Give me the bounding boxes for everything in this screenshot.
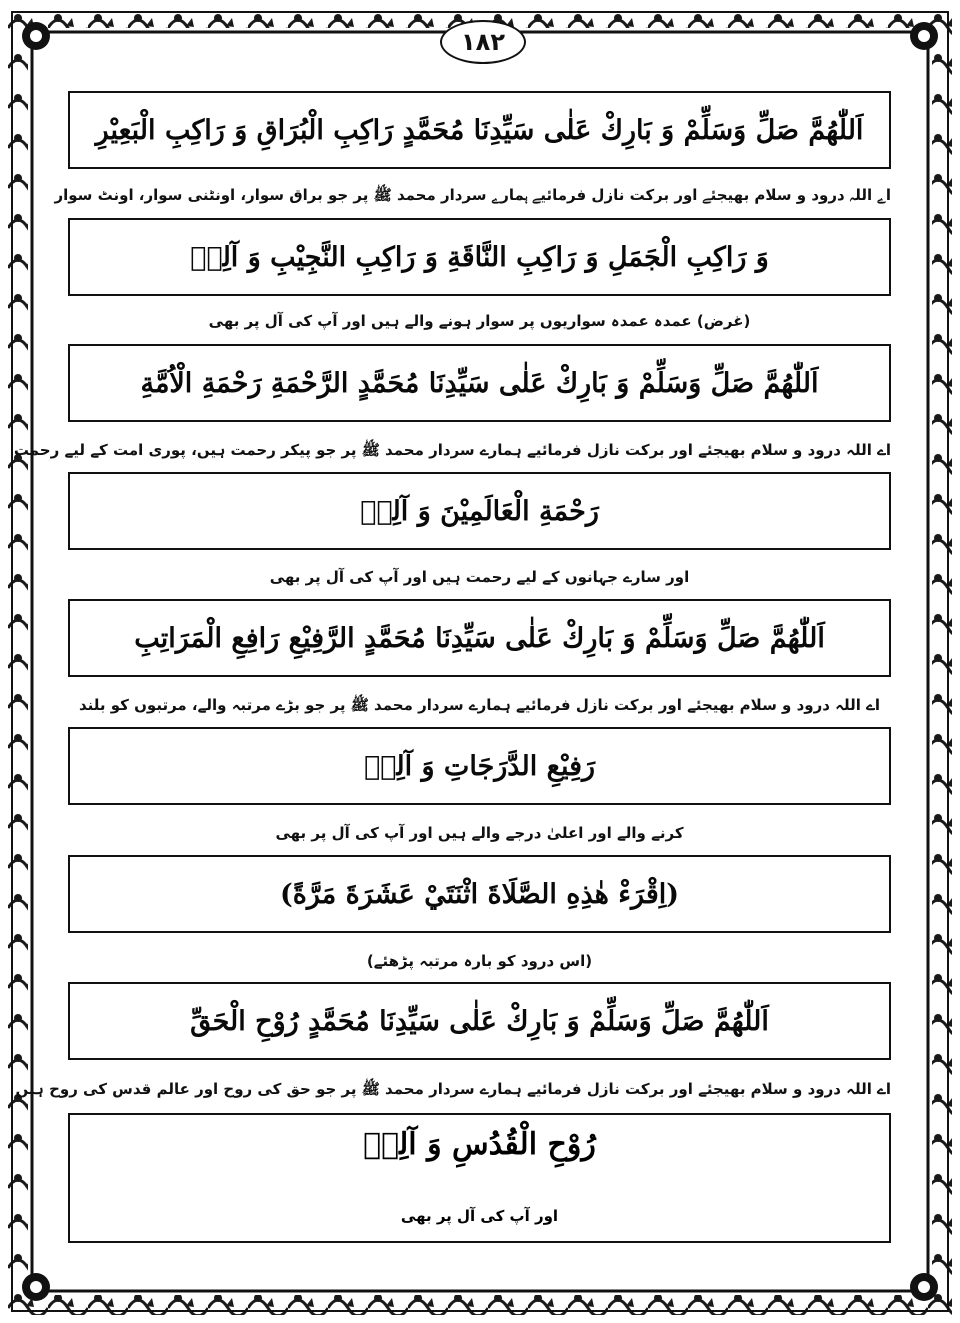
urdu-translation-8: اے اللہ درود و سلام بھیجئے اور برکت نازل فرمائیے ہمارے سردار محمد ﷺ پر جو حق کی روح اور عالم قدس کی روح ہیں [15, 1080, 891, 1098]
arabic-verse-3: اَللّٰهُمَّ صَلِّ وَسَلِّمْ وَ بَارِكْ عَلٰى سَيِّدِنَا مُحَمَّدٍ الرَّحْمَةِ رَحْمَةِ الْاُمَّةِ [68, 344, 891, 422]
arabic-verse-7: (اِقْرَءْ هٰذِهِ الصَّلَاةَ اثْنَتَيْ عَشَرَةَ مَرَّةً) [68, 855, 891, 933]
arabic-verse-8: اَللّٰهُمَّ صَلِّ وَسَلِّمْ وَ بَارِكْ عَلٰى سَيِّدِنَا مُحَمَّدٍ رُوْحِ الْحَقِّ [68, 982, 891, 1060]
urdu-translation-1: اے اللہ درود و سلام بھیجئے اور برکت نازل فرمائیے ہمارے سردار محمد ﷺ پر جو براق سوار، اونٹنی سوار، اونٹ سوار [54, 186, 891, 204]
urdu-translation-3: اے اللہ درود و سلام بھیجئے اور برکت نازل فرمائیے ہمارے سردار محمد ﷺ پر جو پیکر رحمت ہیں، پوری امت کے لیے رحمت [13, 441, 891, 459]
arabic-verse-4: رَحْمَةِ الْعَالَمِيْنَ وَ آلِهٖ [68, 472, 891, 550]
arabic-verse-5: اَللّٰهُمَّ صَلِّ وَسَلِّمْ وَ بَارِكْ عَلٰى سَيِّدِنَا مُحَمَّدٍ الرَّفِيْعِ رَافِعِ الْمَرَاتِبِ [68, 599, 891, 677]
arabic-verse-6: رَفِيْعِ الدَّرَجَاتِ وَ آلِهٖ [68, 727, 891, 805]
urdu-translation-9: اور آپ کی آل پر بھی [400, 1207, 559, 1225]
urdu-translation-4: اور سارے جہانوں کے لیے رحمت ہیں اور آپ کی آل پر بھی [269, 568, 690, 586]
page-number: ۱۸۲ [440, 20, 526, 64]
urdu-translation-2: (غرض) عمدہ عمدہ سواریوں پر سوار ہونے والے ہیں اور آپ کی آل پر بھی [208, 312, 751, 330]
arabic-verse-1: اَللّٰهُمَّ صَلِّ وَسَلِّمْ وَ بَارِكْ عَلٰى سَيِّدِنَا مُحَمَّدٍ رَاكِبِ الْبُرَاقِ وَ رَاكِبِ الْبَعِيْرِ [68, 91, 891, 169]
arabic-verse-2: وَ رَاكِبِ الْجَمَلِ وَ رَاكِبِ النَّاقَةِ وَ رَاكِبِ النَّجِيْبِ وَ آلِهٖ [68, 218, 891, 296]
urdu-translation-6: کرنے والے اور اعلیٰ درجے والے ہیں اور آپ کی آل پر بھی [275, 824, 684, 842]
urdu-translation-5: اے اللہ درود و سلام بھیجئے اور برکت نازل فرمائیے ہمارے سردار محمد ﷺ پر جو بڑے مرتبہ والے، مرتبوں کو بلند [79, 696, 880, 714]
arabic-verse-9: رُوْحِ الْقُدُسِ وَ آلِهٖ [363, 1127, 596, 1162]
final-verse-box [68, 1113, 891, 1243]
urdu-translation-7: (اس درود کو بارہ مرتبہ پڑھئے) [366, 952, 593, 970]
